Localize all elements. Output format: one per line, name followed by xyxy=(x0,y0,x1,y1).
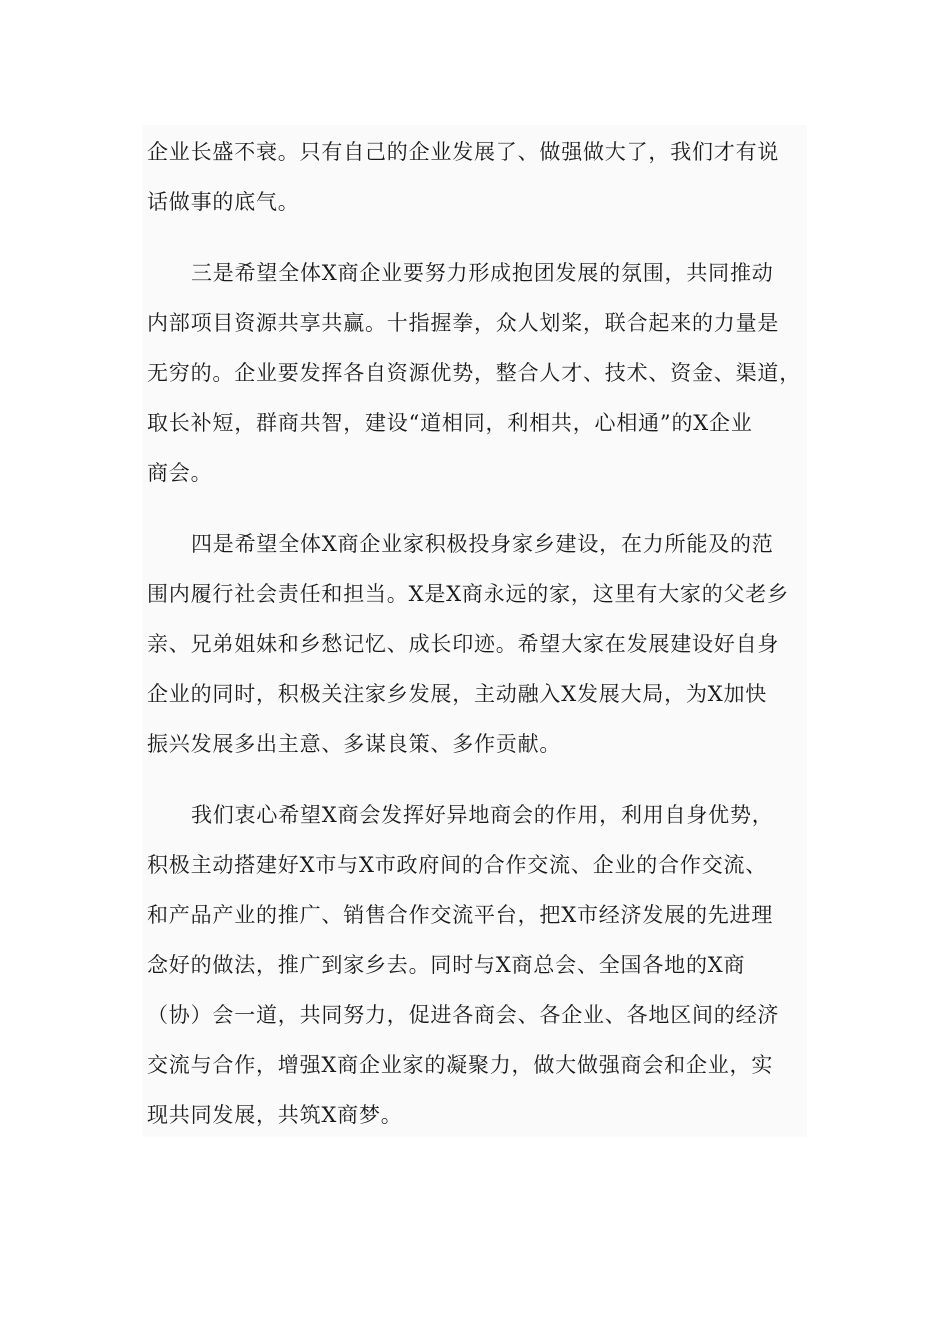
paragraph-4-line-5: （协）会一道，共同努力，促进各商会、各企业、各地区间的经济 xyxy=(147,1003,780,1027)
paragraph-3-line-2: 围内履行社会责任和担当。X是X商永远的家，这里有大家的父老乡 xyxy=(147,582,789,606)
paragraph-3-line-3: 亲、兄弟姐妹和乡愁记忆、成长印迹。希望大家在发展建设好自身 xyxy=(147,632,780,656)
paragraph-2-line-1: 三是希望全体X商企业要努力形成抱团发展的氛围，共同推动 xyxy=(191,261,774,285)
paragraph-4-line-2: 积极主动搭建好X市与X市政府间的合作交流、企业的合作交流、 xyxy=(147,853,768,877)
paragraph-4-line-4: 念好的做法，推广到家乡去。同时与X商总会、全国各地的X商 xyxy=(147,953,746,977)
paragraph-4-line-7: 现共同发展，共筑X商梦。 xyxy=(147,1103,403,1127)
paragraph-2-line-2: 内部项目资源共享共赢。十指握拳，众人划桨，联合起来的力量是 xyxy=(147,311,780,335)
paragraph-4-line-3: 和产品产业的推广、销售合作交流平台，把X市经济发展的先进理 xyxy=(147,903,774,927)
document-text-block xyxy=(143,125,807,1137)
paragraph-2-line-3: 无穷的。企业要发挥各自资源优势，整合人才、技术、资金、渠道， xyxy=(147,361,801,385)
paragraph-2-line-5: 商会。 xyxy=(147,461,213,485)
paragraph-1-line-1: 企业长盛不衰。只有自己的企业发展了、做强做大了，我们才有说 xyxy=(147,140,780,164)
paragraph-1-line-2: 话做事的底气。 xyxy=(147,190,300,214)
paragraph-4-line-6: 交流与合作，增强X商企业家的凝聚力，做大做强商会和企业，实 xyxy=(147,1053,774,1077)
paragraph-3-line-4: 企业的同时，积极关注家乡发展，主动融入X发展大局，为X加快 xyxy=(147,682,768,706)
paragraph-2-line-4: 取长补短，群商共智，建设“道相同，利相共，心相通”的X企业 xyxy=(147,411,753,435)
paragraph-4-line-1: 我们衷心希望X商会发挥好异地商会的作用，利用自身优势， xyxy=(191,803,774,827)
paragraph-3-line-1: 四是希望全体X商企业家积极投身家乡建设，在力所能及的范 xyxy=(191,532,774,556)
paragraph-3-line-5: 振兴发展多出主意、多谋良策、多作贡献。 xyxy=(147,732,562,756)
